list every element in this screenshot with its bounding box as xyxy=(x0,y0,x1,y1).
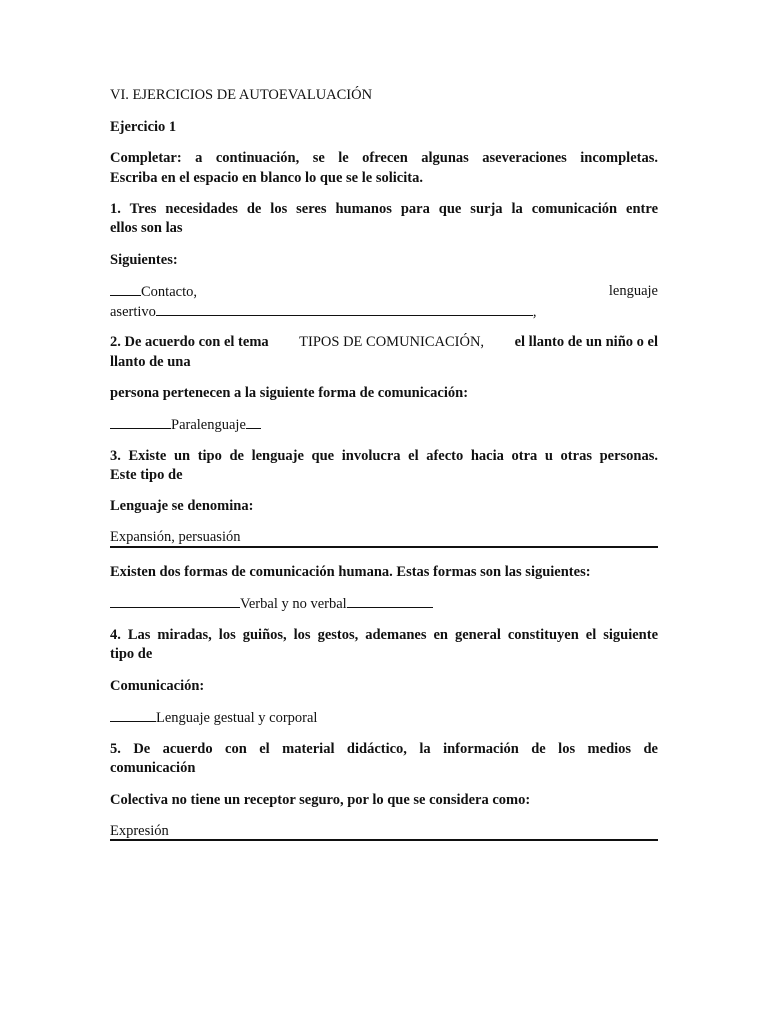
question-4-answer-line xyxy=(110,707,658,728)
answer-blank xyxy=(246,414,261,429)
question-2-line-1c: el llanto de un niño o el xyxy=(514,334,658,350)
answer-blank xyxy=(110,281,141,296)
question-4-line-2: tipo de xyxy=(110,646,153,662)
question-2-line-3: persona pertenecen a la siguiente forma de comunicación: xyxy=(110,385,469,401)
question-5-line-2: comunicación xyxy=(110,760,196,776)
question-1-answer-a: Contacto, xyxy=(141,284,197,300)
answer-blank xyxy=(347,593,433,608)
question-4-line-1: 4. Las miradas, los guiños, los gestos, ademanes en general constituyen el siguiente xyxy=(110,627,658,643)
question-2-line-2: llanto de una xyxy=(110,354,191,370)
extra-question-line-1: Existen dos formas de comunicación humana. Estas formas son las siguientes: xyxy=(110,564,591,580)
question-3-line-1: 3. Existe un tipo de lenguaje que involucra el afecto hacia otra u otras personas. xyxy=(110,448,658,464)
instructions-line-2: Escriba en el espacio en blanco lo que se le solicita. xyxy=(110,170,423,186)
section-title: VI. EJERCICIOS DE AUTOEVALUACIÓN xyxy=(110,87,373,103)
question-3-line-2: Este tipo de xyxy=(110,467,183,483)
question-4-answer: Lenguaje gestual y corporal xyxy=(156,710,318,726)
extra-answer: Verbal y no verbal xyxy=(240,596,347,612)
question-5-answer: Expresión xyxy=(110,823,169,839)
question-3-line-3: Lenguaje se denomina: xyxy=(110,498,254,514)
question-2-line-1a: 2. De acuerdo con el tema xyxy=(110,334,269,350)
question-2-line-1 xyxy=(110,332,658,352)
question-2-answer: Paralenguaje xyxy=(171,417,246,433)
question-1-line-2: ellos son las xyxy=(110,220,183,236)
extra-answer-line xyxy=(110,593,658,614)
answer-rule xyxy=(110,546,658,548)
question-1-answer-line-1 xyxy=(110,281,658,302)
question-5-line-1: 5. De acuerdo con el material didáctico, la información de los medios de xyxy=(110,741,658,757)
question-3-answer: Expansión, persuasión xyxy=(110,529,241,545)
question-1-line-1: 1. Tres necesidades de los seres humanos para que surja la comunicación entre xyxy=(110,201,658,217)
question-2-topic: TIPOS DE COMUNICACIÓN, xyxy=(299,334,485,350)
answer-rule xyxy=(110,839,658,841)
question-1-answer-end: , xyxy=(532,304,537,320)
answer-blank xyxy=(110,414,171,429)
question-1-answer-c: asertivo xyxy=(110,304,156,320)
instructions-line-1: Completar: a continuación, se le ofrecen algunas aseveraciones incompletas. xyxy=(110,150,658,166)
answer-blank xyxy=(110,593,240,608)
question-1-answer-line-2 xyxy=(110,301,658,322)
question-5-line-3: Colectiva no tiene un receptor seguro, por lo que se considera como: xyxy=(110,792,531,808)
question-1-answer-b: lenguaje xyxy=(608,283,658,299)
question-2-answer-line xyxy=(110,414,658,435)
question-1-answer-a-wrap xyxy=(110,281,197,302)
question-4-line-3: Comunicación: xyxy=(110,678,205,694)
answer-blank xyxy=(110,707,156,722)
exercise-title: Ejercicio 1 xyxy=(110,119,177,135)
answer-blank xyxy=(156,301,533,316)
question-1-line-3: Siguientes: xyxy=(110,252,178,268)
